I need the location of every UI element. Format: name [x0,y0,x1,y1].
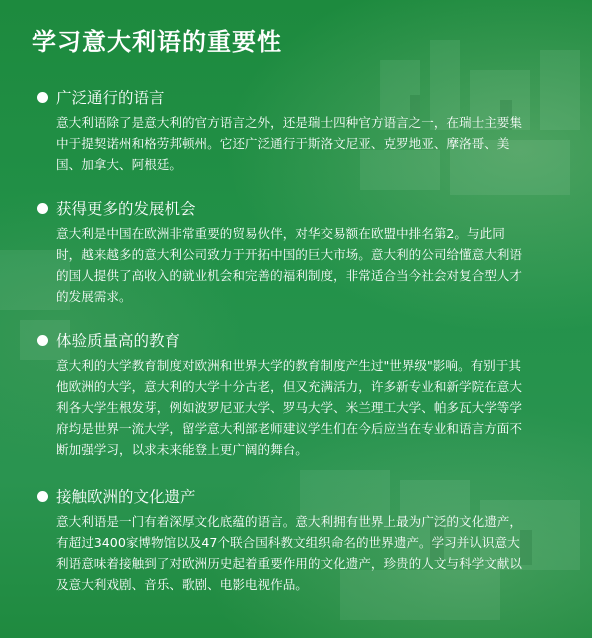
section-body [56,511,571,595]
section-heading [37,197,569,219]
bullet-icon [37,203,48,214]
body-line: 时，越来越多的意大利公司致力于开拓中国的巨大市场。意大利的公司给懂意大利语 [56,247,522,262]
section-body [56,223,571,307]
body-line: 意大利的大学教育制度对欧洲和世界大学的教育制度产生过"世界级"影响。有别于其 [56,358,521,373]
section-body [56,112,571,175]
body-line: 意大利语是一门有着深厚文化底蕴的语言。意大利拥有世界上最为广泛的文化遗产， [56,514,522,529]
section-heading [37,86,569,108]
body-line: 利各大学生根发芽，例如波罗尼亚大学、罗马大学、米兰理工大学、帕多瓦大学等学 [56,400,522,415]
body-line: 的发展需求。 [56,289,132,304]
bullet-icon [37,92,48,103]
section-heading [37,485,569,507]
section-cultural-heritage [37,485,569,595]
bullet-icon [37,335,48,346]
body-line: 及意大利戏剧、音乐、歌剧、电影电视作品。 [56,577,308,592]
body-line: 有超过3400家博物馆以及47个联合国科教文组织命名的世界遗产。学习并认识意大 [56,535,520,550]
body-line: 断加强学习，以求未来能登上更广阔的舞台。 [56,442,308,457]
bullet-icon [37,491,48,502]
body-line: 利语意味着接触到了对欧洲历史起着重要作用的文化遗产，珍贵的人文与科学文献以 [56,556,522,571]
body-line: 意大利语除了是意大利的官方语言之外，还是瑞士四种官方语言之一，在瑞士主要集 [56,115,522,130]
body-line: 意大利是中国在欧洲非常重要的贸易伙伴，对华交易额在欧盟中排名第2。与此同 [56,226,505,241]
section-heading-text: 体验质量高的教育 [56,332,181,350]
section-heading-text: 广泛通行的语言 [56,89,165,107]
section-heading-text: 接触欧洲的文化遗产 [56,488,196,506]
body-line: 府均是世界一流大学，留学意大利部老师建议学生们在今后应当在专业和语言方面不 [56,421,522,436]
body-line: 的国人提供了高收入的就业机会和完善的福利制度，非常适合当今社会对复合型人才 [56,268,522,283]
body-line: 国、加拿大、阿根廷。 [56,157,182,172]
body-line: 他欧洲的大学，意大利的大学十分古老，但又充满活力，许多新专业和新学院在意大 [56,379,522,394]
section-heading-text: 获得更多的发展机会 [56,200,196,218]
section-education [37,329,569,460]
section-opportunities [37,197,569,307]
page-title: 学习意大利语的重要性 [32,28,282,56]
section-body [56,355,571,460]
body-line: 中于提契诺州和格劳邦顿州。它还广泛通行于斯洛文尼亚、克罗地亚、摩洛哥、美 [56,136,510,151]
section-heading [37,329,569,351]
section-common-language [37,86,569,175]
